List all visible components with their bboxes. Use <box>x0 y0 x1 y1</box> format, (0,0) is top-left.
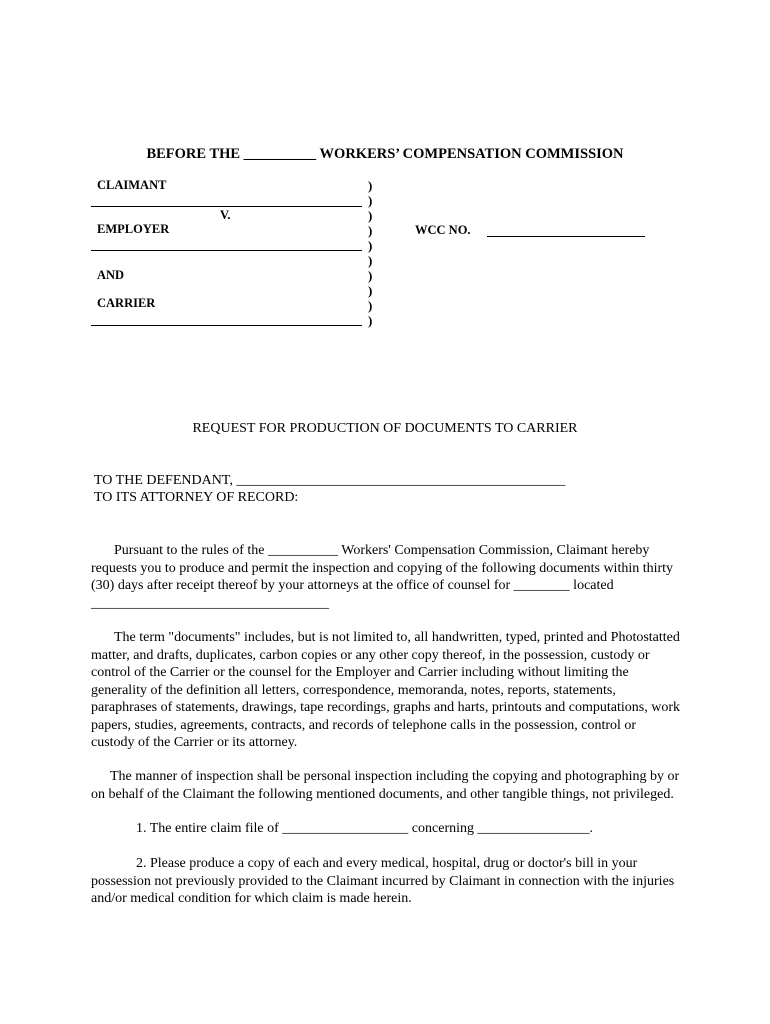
caption-parentheses: ) ) ) ) ) ) ) ) ) ) <box>368 178 373 328</box>
commission-title: BEFORE THE __________ WORKERS’ COMPENSATION COMMISSION <box>146 146 624 162</box>
and-label: AND <box>97 268 125 282</box>
paragraph-documents-definition-text: The term "documents" includes, but is not limited to, all handwritten, typed, printed and Photostatted matter, and drafts, duplicates, carbon copies or any other copy thereof, in the possession, custody or control of the Carrier or the counsel for the Employer and Carrier including without limiting the generality of the definition all letters, correspondence, memoranda, notes, reports, statements, paraphrases of statements, drawings, tape recordings, graphs and harts, printouts and computations, work papers, studies, agreements, contracts, and records of telephone calls in the possession, control or custody of the Carrier or its attorney. <box>91 630 681 750</box>
paragraph-pursuant <box>91 542 681 612</box>
wcc-number-label: WCC NO. <box>415 223 471 237</box>
paragraph-documents-definition <box>91 629 681 752</box>
paragraph-manner-of-inspection-text: The manner of inspection shall be personal inspection including the copying and photographing by or on behalf of the Claimant the following mentioned documents, and other tangible things, not privileged. <box>91 769 680 802</box>
list-item-medical-bills-text: 2. Please produce a copy of each and every medical, hospital, drug or doctor's bill in your possession not previously provided to the Claimant incurred by Claimant in connection with the injuries and/or medical condition for which claim is made herein. <box>91 856 675 906</box>
paragraph-manner-of-inspection <box>91 768 681 803</box>
employer-label: EMPLOYER <box>97 222 170 236</box>
addressee-attorney: TO ITS ATTORNEY OF RECORD: <box>94 490 299 505</box>
wcc-number-line <box>487 236 645 237</box>
paragraph-pursuant-text: Pursuant to the rules of the __________ Workers' Compensation Commission, Claimant hereby requests you to produce and permit the inspection and copying of the following documents within thirty (30) days after receipt thereof by your attorneys at the office of counsel for ________ located __________________________________ <box>91 543 674 611</box>
versus-label: V. <box>220 208 231 222</box>
employer-line <box>91 250 362 251</box>
addressee-defendant: TO THE DEFENDANT, _______________________________________________ <box>94 473 566 488</box>
carrier-label: CARRIER <box>97 296 156 310</box>
claimant-label: CLAIMANT <box>97 178 167 192</box>
list-item-medical-bills <box>91 855 681 908</box>
claimant-line <box>91 206 362 207</box>
carrier-line <box>91 325 362 326</box>
document-heading: REQUEST FOR PRODUCTION OF DOCUMENTS TO CARRIER <box>192 421 578 436</box>
list-item-claim-file: 1. The entire claim file of __________________ concerning ________________. <box>136 821 593 836</box>
